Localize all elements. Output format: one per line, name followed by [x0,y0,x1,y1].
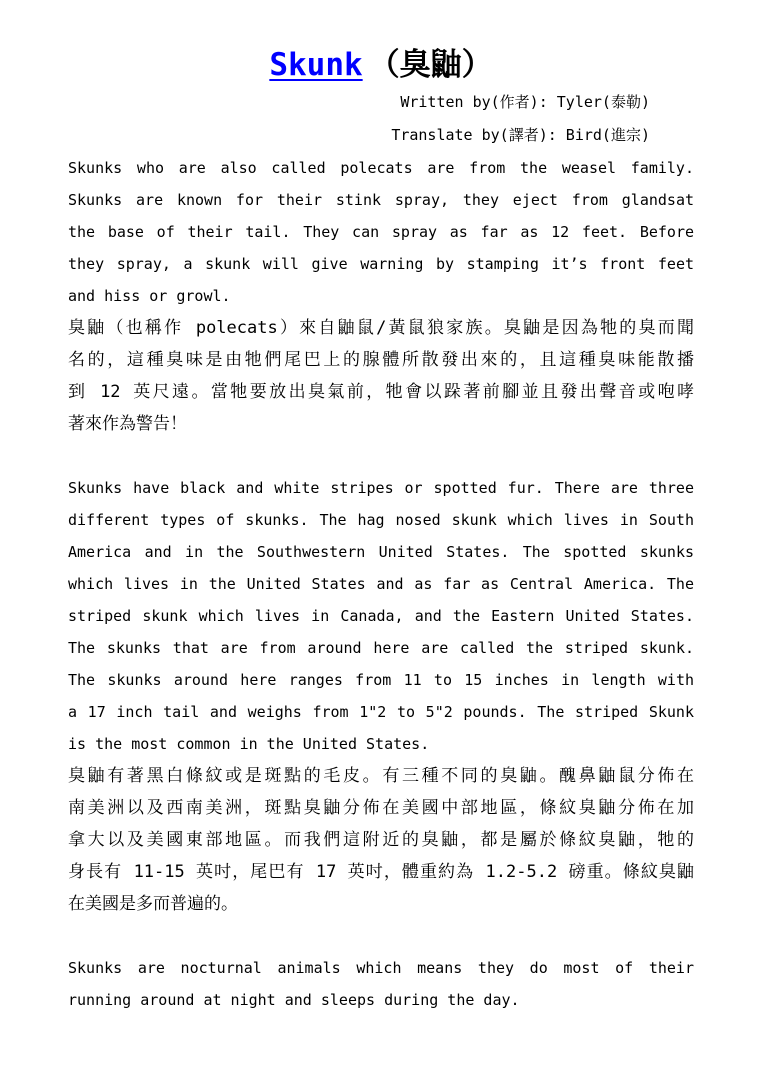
english-text-line: a 17 inch tail and weighs from 1"2 to 5"2 pounds. The striped Skunk [68,703,694,721]
chinese-text-line: 到 12 英尺遠。當牠要放出臭氣前，牠會以跺著前腳並且發出聲音或咆哮 [68,382,694,402]
english-text-line: striped skunk which lives in Canada, and the Eastern United States. [68,607,694,625]
chinese-text-line: 身長有 11-15 英吋，尾巴有 17 英吋，體重約為 1.2-5.2 磅重。條紋臭鼬 [68,862,694,882]
byline-written: Written by(作者): Tyler(泰勒) [400,93,650,111]
chinese-text-line: 著來作為警告！ [68,414,187,434]
title-chinese: （臭鼬） [368,47,493,83]
bilingual-section [68,472,694,920]
english-text-line: Skunks are nocturnal animals which means they do most of their [68,959,694,977]
english-text-line: Skunks have black and white stripes or spotted fur. There are three [68,479,694,497]
english-text-line: The skunks that are from around here are called the striped skunk. [68,639,694,657]
english-text-line: is the most common in the United States. [68,735,430,753]
english-text-line: the base of their tail. They can spray as far as 12 feet. Before [68,223,694,241]
english-text-line: The skunks around here ranges from 11 to 15 inches in length with [68,671,694,689]
english-text-line: different types of skunks. The hag nosed skunk which lives in South [68,511,694,529]
bilingual-section [68,952,694,1016]
byline-translate: Translate by(譯者): Bird(進宗) [391,126,650,144]
byline-block [68,86,694,152]
chinese-text-line: 拿大以及美國東部地區。而我們這附近的臭鼬，都是屬於條紋臭鼬，牠的 [68,830,694,850]
document-body [68,152,694,1016]
bilingual-section [68,152,694,440]
chinese-text-line: 臭鼬（也稱作 polecats）來自鼬鼠/黃鼠狼家族。臭鼬是因為牠的臭而聞 [68,318,694,338]
chinese-text-line: 南美洲以及西南美洲，斑點臭鼬分佈在美國中部地區，條紋臭鼬分佈在加 [68,798,694,818]
english-text-line: Skunks are known for their stink spray, they eject from glandsat [68,191,694,209]
chinese-text-line: 臭鼬有著黑白條紋或是斑點的毛皮。有三種不同的臭鼬。醜鼻鼬鼠分佈在 [68,766,694,786]
english-text-line: Skunks who are also called polecats are from the weasel family. [68,159,694,177]
english-text-line: America and in the Southwestern United States. The spotted skunks [68,543,694,561]
title-link[interactable]: Skunk [269,47,363,83]
english-text-line: they spray, a skunk will give warning by stamping it’s front feet [68,255,694,273]
english-text-line: running around at night and sleeps during the day. [68,991,520,1009]
english-text-line: which lives in the United States and as far as Central America. The [68,575,694,593]
document-title [68,44,694,86]
english-text-line: and hiss or growl. [68,287,231,305]
chinese-text-line: 在美國是多而普遍的。 [68,894,238,914]
chinese-text-line: 名的，這種臭味是由牠們尾巴上的腺體所散發出來的，且這種臭味能散播 [68,350,694,370]
